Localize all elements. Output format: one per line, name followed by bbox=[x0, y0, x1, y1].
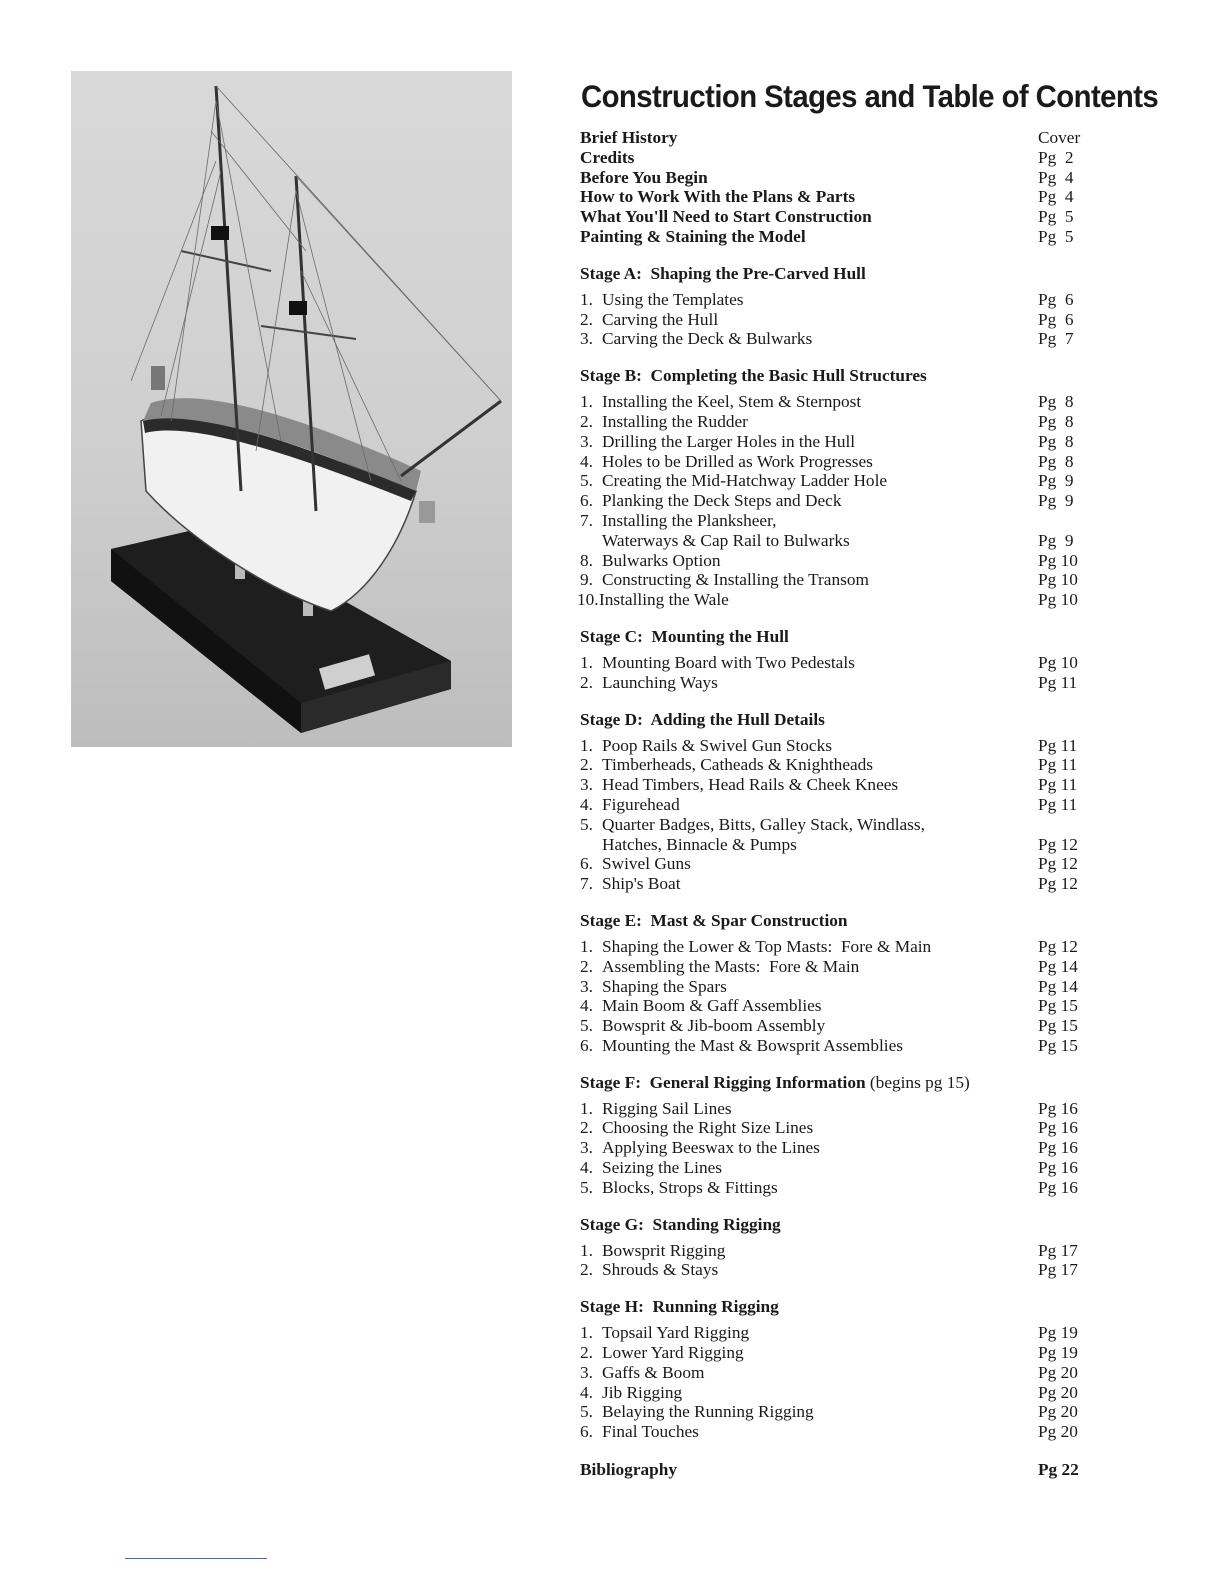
toc-item-row bbox=[580, 795, 1090, 815]
item-page: Pg 16 bbox=[1038, 1118, 1078, 1138]
item-title: Using the Templates bbox=[602, 289, 744, 309]
ship-model-photo bbox=[71, 71, 512, 747]
toc-item-row bbox=[580, 775, 1090, 795]
item-title: Lower Yard Rigging bbox=[602, 1343, 744, 1363]
toc-item-row bbox=[580, 452, 1090, 472]
item-page: Pg 11 bbox=[1038, 775, 1078, 795]
item-number: 8. bbox=[580, 550, 593, 570]
item-page: Pg 15 bbox=[1038, 1016, 1078, 1036]
item-page: Pg 6 bbox=[1038, 309, 1074, 329]
toc-item-row bbox=[580, 1178, 1090, 1198]
toc-item-row bbox=[580, 1402, 1090, 1422]
toc-item-row bbox=[580, 1241, 1090, 1261]
bibliography-page: Pg 22 bbox=[1038, 1460, 1079, 1480]
item-title: Final Touches bbox=[602, 1422, 699, 1442]
toc-item-row bbox=[580, 1158, 1090, 1178]
item-page: Pg 12 bbox=[1038, 874, 1078, 894]
toc-entry-page: Pg 5 bbox=[1038, 207, 1074, 227]
toc-item-row bbox=[580, 491, 1090, 511]
toc-item-row bbox=[580, 835, 1090, 855]
item-title: Carving the Hull bbox=[602, 309, 719, 329]
item-number: 4. bbox=[580, 1158, 593, 1178]
item-number: 2. bbox=[580, 1343, 593, 1363]
toc-item-row bbox=[580, 977, 1090, 997]
item-title: Waterways & Cap Rail to Bulwarks bbox=[602, 530, 850, 550]
toc-item-row bbox=[580, 653, 1090, 673]
item-number: 1. bbox=[580, 1098, 593, 1118]
item-title: Hatches, Binnacle & Pumps bbox=[602, 834, 797, 854]
item-title: Poop Rails & Swivel Gun Stocks bbox=[602, 735, 832, 755]
stage-heading-text: Stage C: Mounting the Hull bbox=[580, 626, 789, 646]
toc-intro-row bbox=[580, 227, 1090, 247]
item-number: 2. bbox=[580, 755, 593, 775]
item-page: Pg 16 bbox=[1038, 1158, 1078, 1178]
item-number: 5. bbox=[580, 814, 593, 834]
item-number: 3. bbox=[580, 1138, 593, 1158]
toc-item-row bbox=[580, 755, 1090, 775]
toc-item-row bbox=[580, 736, 1090, 756]
toc-item-row bbox=[580, 392, 1090, 412]
toc-item-row bbox=[580, 874, 1090, 894]
stage-heading bbox=[580, 627, 1090, 647]
toc-item-row bbox=[580, 329, 1090, 349]
toc-item-row bbox=[580, 1363, 1090, 1383]
toc-entry-page: Pg 4 bbox=[1038, 187, 1074, 207]
toc-item-row bbox=[580, 996, 1090, 1016]
item-page: Pg 14 bbox=[1038, 956, 1078, 976]
item-number: 2. bbox=[580, 1118, 593, 1138]
toc-item-row bbox=[580, 1099, 1090, 1119]
stage-heading bbox=[580, 1215, 1090, 1235]
item-title: Choosing the Right Size Lines bbox=[602, 1118, 814, 1138]
item-page: Pg 10 bbox=[1038, 590, 1078, 610]
item-page bbox=[1038, 815, 1090, 835]
footer-rule bbox=[125, 1558, 267, 1559]
toc-entry-title: How to Work With the Plans & Parts bbox=[580, 187, 856, 207]
item-page: Pg 12 bbox=[1038, 834, 1078, 854]
stage-heading bbox=[580, 1073, 1090, 1093]
item-number: 1. bbox=[580, 936, 593, 956]
toc-entry-title: Before You Begin bbox=[580, 167, 708, 187]
stage-heading-note: (begins pg 15) bbox=[865, 1072, 970, 1092]
toc-item-row bbox=[580, 673, 1090, 693]
item-title: Installing the Planksheer, bbox=[602, 510, 777, 530]
item-number: 3. bbox=[580, 775, 593, 795]
item-page bbox=[1038, 511, 1090, 531]
toc-entry-title: Brief History bbox=[580, 128, 678, 147]
stage-heading-text: Stage D: Adding the Hull Details bbox=[580, 709, 825, 729]
toc-item-row bbox=[580, 531, 1090, 551]
page-title: Construction Stages and Table of Contents bbox=[581, 78, 1159, 114]
item-number: 6. bbox=[580, 1422, 593, 1442]
intro-section bbox=[580, 128, 1090, 247]
item-number: 2. bbox=[580, 309, 593, 329]
item-number: 5. bbox=[580, 1402, 593, 1422]
item-title: Drilling the Larger Holes in the Hull bbox=[602, 431, 856, 451]
toc-item-row bbox=[580, 412, 1090, 432]
item-title: Installing the Rudder bbox=[602, 411, 748, 431]
item-title: Holes to be Drilled as Work Progresses bbox=[602, 451, 873, 471]
item-number: 10. bbox=[577, 590, 599, 610]
item-number: 2. bbox=[580, 1260, 593, 1280]
item-number: 5. bbox=[580, 1016, 593, 1036]
toc-item-row bbox=[580, 290, 1090, 310]
stage-heading-text: Stage F: General Rigging Information bbox=[580, 1072, 866, 1092]
item-page: Pg 20 bbox=[1038, 1402, 1078, 1422]
item-page: Pg 16 bbox=[1038, 1098, 1078, 1118]
toc-item-row bbox=[580, 1138, 1090, 1158]
item-title: Bowsprit Rigging bbox=[602, 1240, 726, 1260]
bowsprit bbox=[401, 401, 501, 476]
item-number: 6. bbox=[580, 1035, 593, 1055]
item-title: Launching Ways bbox=[602, 672, 718, 692]
stage-heading-text: Stage E: Mast & Spar Construction bbox=[580, 910, 848, 930]
item-page: Pg 11 bbox=[1038, 794, 1078, 814]
item-number: 3. bbox=[580, 976, 593, 996]
item-number: 5. bbox=[580, 1177, 593, 1197]
toc-item-row bbox=[580, 1260, 1090, 1280]
item-title: Gaffs & Boom bbox=[602, 1362, 705, 1382]
item-title: Topsail Yard Rigging bbox=[602, 1323, 750, 1343]
stage-heading bbox=[580, 911, 1090, 931]
toc-item-row bbox=[580, 1016, 1090, 1036]
item-number: 6. bbox=[580, 854, 593, 874]
item-title: Applying Beeswax to the Lines bbox=[602, 1138, 820, 1158]
item-page: Pg 20 bbox=[1038, 1362, 1078, 1382]
item-title: Seizing the Lines bbox=[602, 1158, 722, 1178]
item-page: Pg 15 bbox=[1038, 996, 1078, 1016]
item-title: Quarter Badges, Bitts, Galley Stack, Windlass, bbox=[602, 814, 925, 834]
item-title: Blocks, Strops & Fittings bbox=[602, 1177, 778, 1197]
item-page: Pg 8 bbox=[1038, 392, 1074, 412]
toc-item-row bbox=[580, 1323, 1090, 1343]
item-number: 6. bbox=[580, 491, 593, 511]
item-number: 4. bbox=[580, 794, 593, 814]
toc-item-row bbox=[580, 937, 1090, 957]
stage-heading bbox=[580, 1297, 1090, 1317]
toc-item-row bbox=[580, 815, 1090, 835]
item-page: Pg 10 bbox=[1038, 652, 1078, 672]
toc-item-row bbox=[580, 511, 1090, 531]
toc-item-row bbox=[580, 854, 1090, 874]
item-page: Pg 16 bbox=[1038, 1138, 1078, 1158]
toc-item-row bbox=[580, 432, 1090, 452]
toc-intro-row bbox=[580, 148, 1090, 168]
item-page: Pg 17 bbox=[1038, 1260, 1078, 1280]
item-page: Pg 10 bbox=[1038, 570, 1078, 590]
item-number: 2. bbox=[580, 672, 593, 692]
item-number: 4. bbox=[580, 451, 593, 471]
item-title: Figurehead bbox=[602, 794, 680, 814]
item-title: Carving the Deck & Bulwarks bbox=[602, 329, 813, 349]
item-page: Pg 8 bbox=[1038, 451, 1074, 471]
toc-item-row bbox=[580, 570, 1090, 590]
toc-item-row bbox=[580, 957, 1090, 977]
toc-item-row bbox=[580, 551, 1090, 571]
item-page: Pg 8 bbox=[1038, 431, 1074, 451]
item-number: 3. bbox=[580, 431, 593, 451]
item-page: Pg 11 bbox=[1038, 735, 1078, 755]
toc-entry-title: What You'll Need to Start Construction bbox=[580, 207, 872, 227]
bibliography-row bbox=[580, 1460, 1090, 1480]
item-page: Pg 12 bbox=[1038, 854, 1078, 874]
toc-entry-page: Pg 5 bbox=[1038, 226, 1074, 246]
item-title: Constructing & Installing the Transom bbox=[602, 570, 869, 590]
item-page: Pg 8 bbox=[1038, 411, 1074, 431]
toc-intro-row bbox=[580, 207, 1090, 227]
stage-heading bbox=[580, 710, 1090, 730]
stage-heading-text: Stage H: Running Rigging bbox=[580, 1297, 779, 1317]
item-page: Pg 9 bbox=[1038, 471, 1074, 491]
toc-intro-row bbox=[580, 168, 1090, 188]
item-page: Pg 11 bbox=[1038, 672, 1078, 692]
item-page: Pg 15 bbox=[1038, 1035, 1078, 1055]
ship-model-illustration bbox=[71, 71, 512, 747]
item-title: Shaping the Lower & Top Masts: Fore & Main bbox=[602, 936, 932, 956]
toc-item-row bbox=[577, 590, 1090, 610]
stage-heading-text: Stage G: Standing Rigging bbox=[580, 1214, 781, 1234]
toc-entry-page: Pg 4 bbox=[1038, 167, 1074, 187]
item-number: 1. bbox=[580, 392, 593, 412]
stages-section bbox=[577, 263, 1090, 1442]
item-number: 1. bbox=[580, 289, 593, 309]
stage-heading bbox=[580, 264, 1090, 284]
item-number: 1. bbox=[580, 1240, 593, 1260]
item-number: 1. bbox=[580, 1323, 593, 1343]
toc-entry-title: Painting & Staining the Model bbox=[580, 226, 806, 246]
item-number: 1. bbox=[580, 652, 593, 672]
item-title: Rigging Sail Lines bbox=[602, 1098, 732, 1118]
toc-item-row bbox=[580, 1118, 1090, 1138]
item-page: Pg 9 bbox=[1038, 491, 1074, 511]
item-number: 4. bbox=[580, 996, 593, 1016]
item-number: 3. bbox=[580, 1362, 593, 1382]
item-title: Head Timbers, Head Rails & Cheek Knees bbox=[602, 775, 899, 795]
item-title: Timberheads, Catheads & Knightheads bbox=[602, 755, 874, 775]
item-title: Installing the Wale bbox=[599, 590, 729, 610]
item-page: Pg 12 bbox=[1038, 936, 1078, 956]
item-page: Pg 19 bbox=[1038, 1323, 1078, 1343]
toc-item-row bbox=[580, 310, 1090, 330]
stage-heading bbox=[580, 366, 1090, 386]
item-title: Bowsprit & Jib-boom Assembly bbox=[602, 1016, 826, 1036]
stage-heading-text: Stage B: Completing the Basic Hull Structures bbox=[580, 366, 927, 386]
toc-intro-row bbox=[580, 128, 1090, 148]
item-page: Pg 16 bbox=[1038, 1177, 1078, 1197]
item-title: Jib Rigging bbox=[602, 1382, 683, 1402]
item-title: Shaping the Spars bbox=[602, 976, 727, 996]
item-number: 7. bbox=[580, 510, 593, 530]
toc-item-row bbox=[580, 1383, 1090, 1403]
item-title: Mounting the Mast & Bowsprit Assemblies bbox=[602, 1035, 903, 1055]
toc-intro-row bbox=[580, 187, 1090, 207]
item-title: Swivel Guns bbox=[602, 854, 691, 874]
item-page: Pg 6 bbox=[1038, 289, 1074, 309]
item-page: Pg 14 bbox=[1038, 976, 1078, 996]
item-title: Mounting Board with Two Pedestals bbox=[602, 652, 855, 672]
item-title: Belaying the Running Rigging bbox=[602, 1402, 814, 1422]
toc-entry-page: Cover bbox=[1038, 128, 1081, 147]
item-title: Shrouds & Stays bbox=[602, 1260, 719, 1280]
item-title: Installing the Keel, Stem & Sternpost bbox=[602, 392, 862, 412]
item-title: Creating the Mid-Hatchway Ladder Hole bbox=[602, 471, 888, 491]
item-page: Pg 17 bbox=[1038, 1240, 1078, 1260]
toc-item-row bbox=[580, 1036, 1090, 1056]
toc-entry-title: Credits bbox=[580, 147, 635, 167]
toc-item-row bbox=[580, 1343, 1090, 1363]
item-page: Pg 7 bbox=[1038, 329, 1074, 349]
item-number: 4. bbox=[580, 1382, 593, 1402]
item-page: Pg 19 bbox=[1038, 1343, 1078, 1363]
item-title: Assembling the Masts: Fore & Main bbox=[602, 956, 860, 976]
item-page: Pg 10 bbox=[1038, 550, 1078, 570]
table-of-contents bbox=[560, 76, 1159, 1480]
item-number: 1. bbox=[580, 735, 593, 755]
item-title: Ship's Boat bbox=[602, 874, 681, 894]
toc-item-row bbox=[580, 1422, 1090, 1442]
item-title: Bulwarks Option bbox=[602, 550, 721, 570]
stage-heading-text: Stage A: Shaping the Pre-Carved Hull bbox=[580, 263, 866, 283]
toc-item-row bbox=[580, 471, 1090, 491]
item-page: Pg 11 bbox=[1038, 755, 1078, 775]
item-number: 7. bbox=[580, 874, 593, 894]
toc-entry-page: Pg 2 bbox=[1038, 147, 1074, 167]
item-number: 3. bbox=[580, 329, 593, 349]
item-page: Pg 20 bbox=[1038, 1382, 1078, 1402]
bibliography-title: Bibliography bbox=[580, 1460, 677, 1480]
item-page: Pg 20 bbox=[1038, 1422, 1078, 1442]
item-number: 2. bbox=[580, 411, 593, 431]
item-title: Planking the Deck Steps and Deck bbox=[602, 491, 842, 511]
item-number: 9. bbox=[580, 570, 593, 590]
item-number: 2. bbox=[580, 956, 593, 976]
item-title: Main Boom & Gaff Assemblies bbox=[602, 996, 822, 1016]
item-page: Pg 9 bbox=[1038, 530, 1074, 550]
item-number: 5. bbox=[580, 471, 593, 491]
